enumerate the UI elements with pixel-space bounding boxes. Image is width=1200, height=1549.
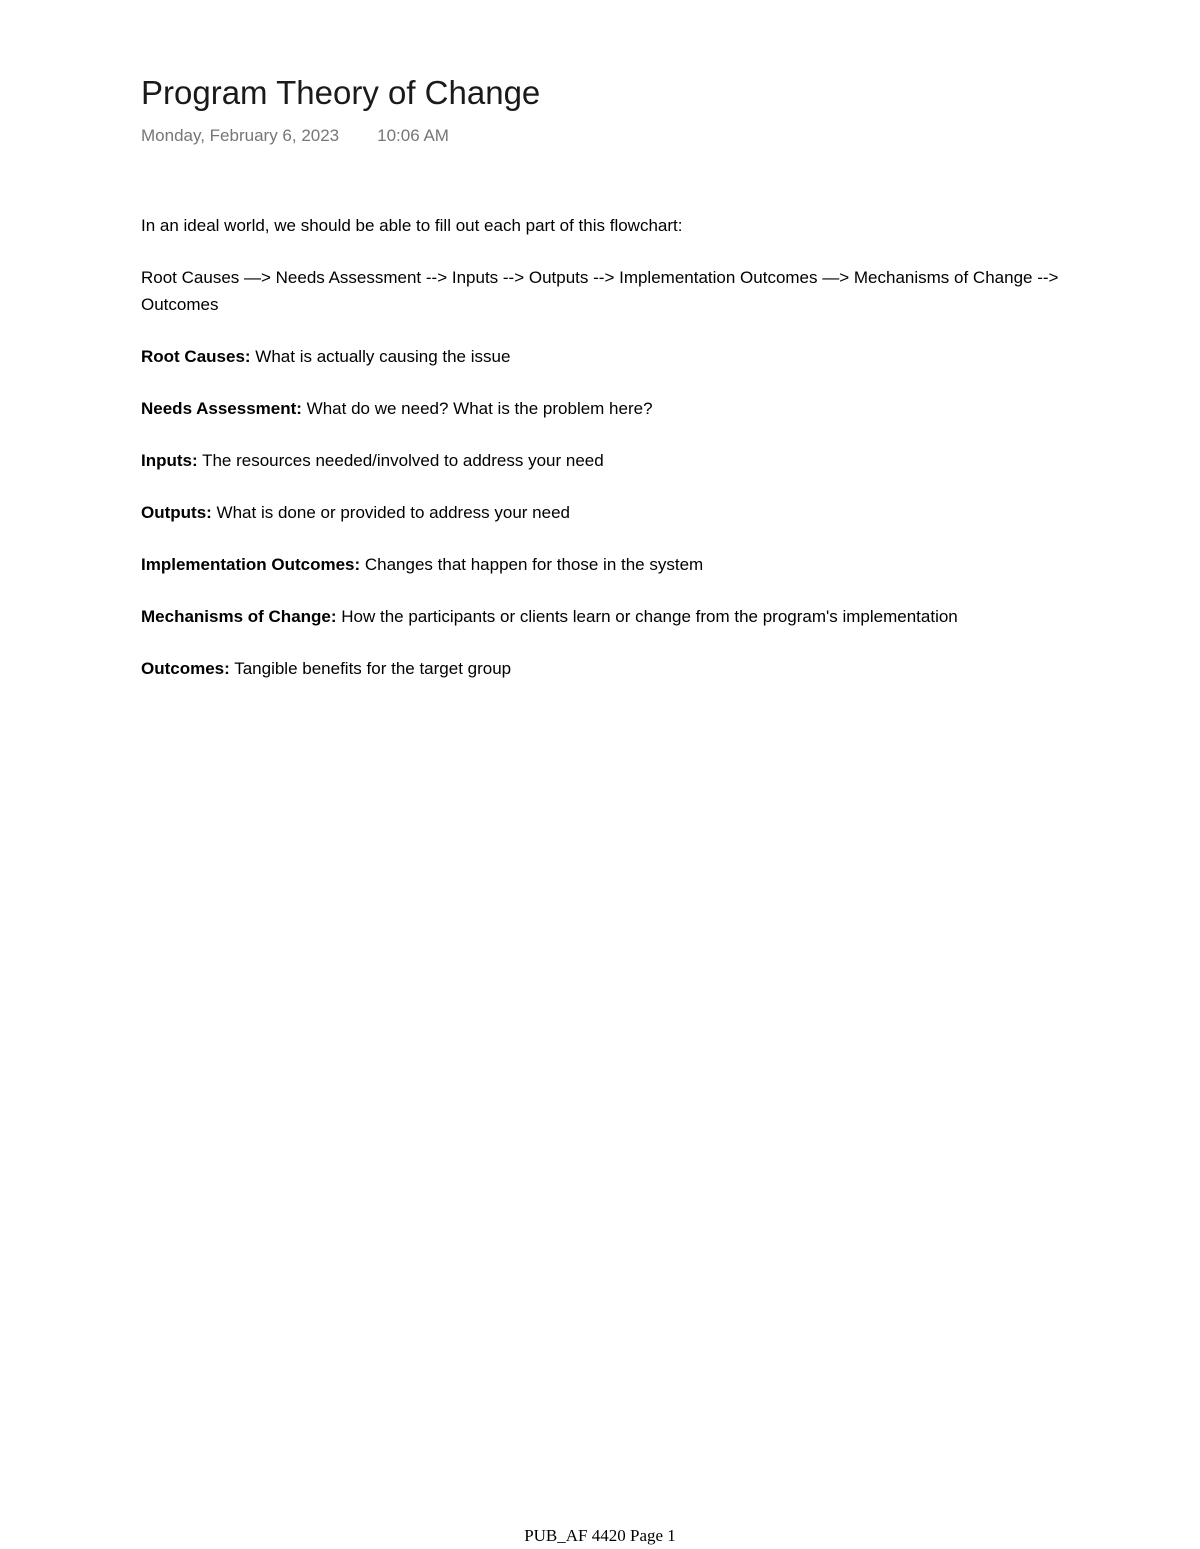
- definition-text: The resources needed/involved to address your need: [197, 451, 604, 470]
- page-date: Monday, February 6, 2023: [141, 126, 340, 145]
- definition-implementation-outcomes: [141, 551, 1061, 578]
- definition-text: What do we need? What is the problem here?: [301, 399, 653, 418]
- definition-term: Mechanisms of Change:: [141, 607, 337, 626]
- note-body: [141, 212, 1061, 707]
- definition-text: Tangible benefits for the target group: [229, 659, 512, 678]
- intro-paragraph: In an ideal world, we should be able to fill out each part of this flowchart:: [141, 216, 683, 235]
- definition-text: What is actually causing the issue: [250, 347, 511, 366]
- definition-text: What is done or provided to address your need: [211, 503, 570, 522]
- flow-paragraph: Root Causes —> Needs Assessment --> Inputs --> Outputs --> Implementation Outcomes —> Mechanisms of Change --> Outcomes: [141, 268, 1059, 314]
- page-footer: PUB_AF 4420 Page 1: [524, 1526, 676, 1545]
- page-time: 10:06 AM: [377, 126, 449, 145]
- definition-text: Changes that happen for those in the system: [360, 555, 704, 574]
- page-title: Program Theory of Change: [141, 74, 541, 111]
- definition-term: Root Causes:: [141, 347, 251, 366]
- definition-outcomes: [141, 655, 1061, 682]
- definition-inputs: [141, 447, 1061, 474]
- definition-needs-assessment: [141, 395, 1061, 422]
- definition-term: Needs Assessment:: [141, 399, 302, 418]
- page-timestamp: [141, 126, 449, 146]
- definition-term: Outcomes:: [141, 659, 230, 678]
- definition-term: Implementation Outcomes:: [141, 555, 361, 574]
- definition-text: How the participants or clients learn or change from the program's implementation: [336, 607, 958, 626]
- definition-outputs: [141, 499, 1061, 526]
- definition-mechanisms-of-change: [141, 603, 1061, 630]
- definition-term: Inputs:: [141, 451, 198, 470]
- definition-root-causes: [141, 343, 1061, 370]
- definition-term: Outputs:: [141, 503, 212, 522]
